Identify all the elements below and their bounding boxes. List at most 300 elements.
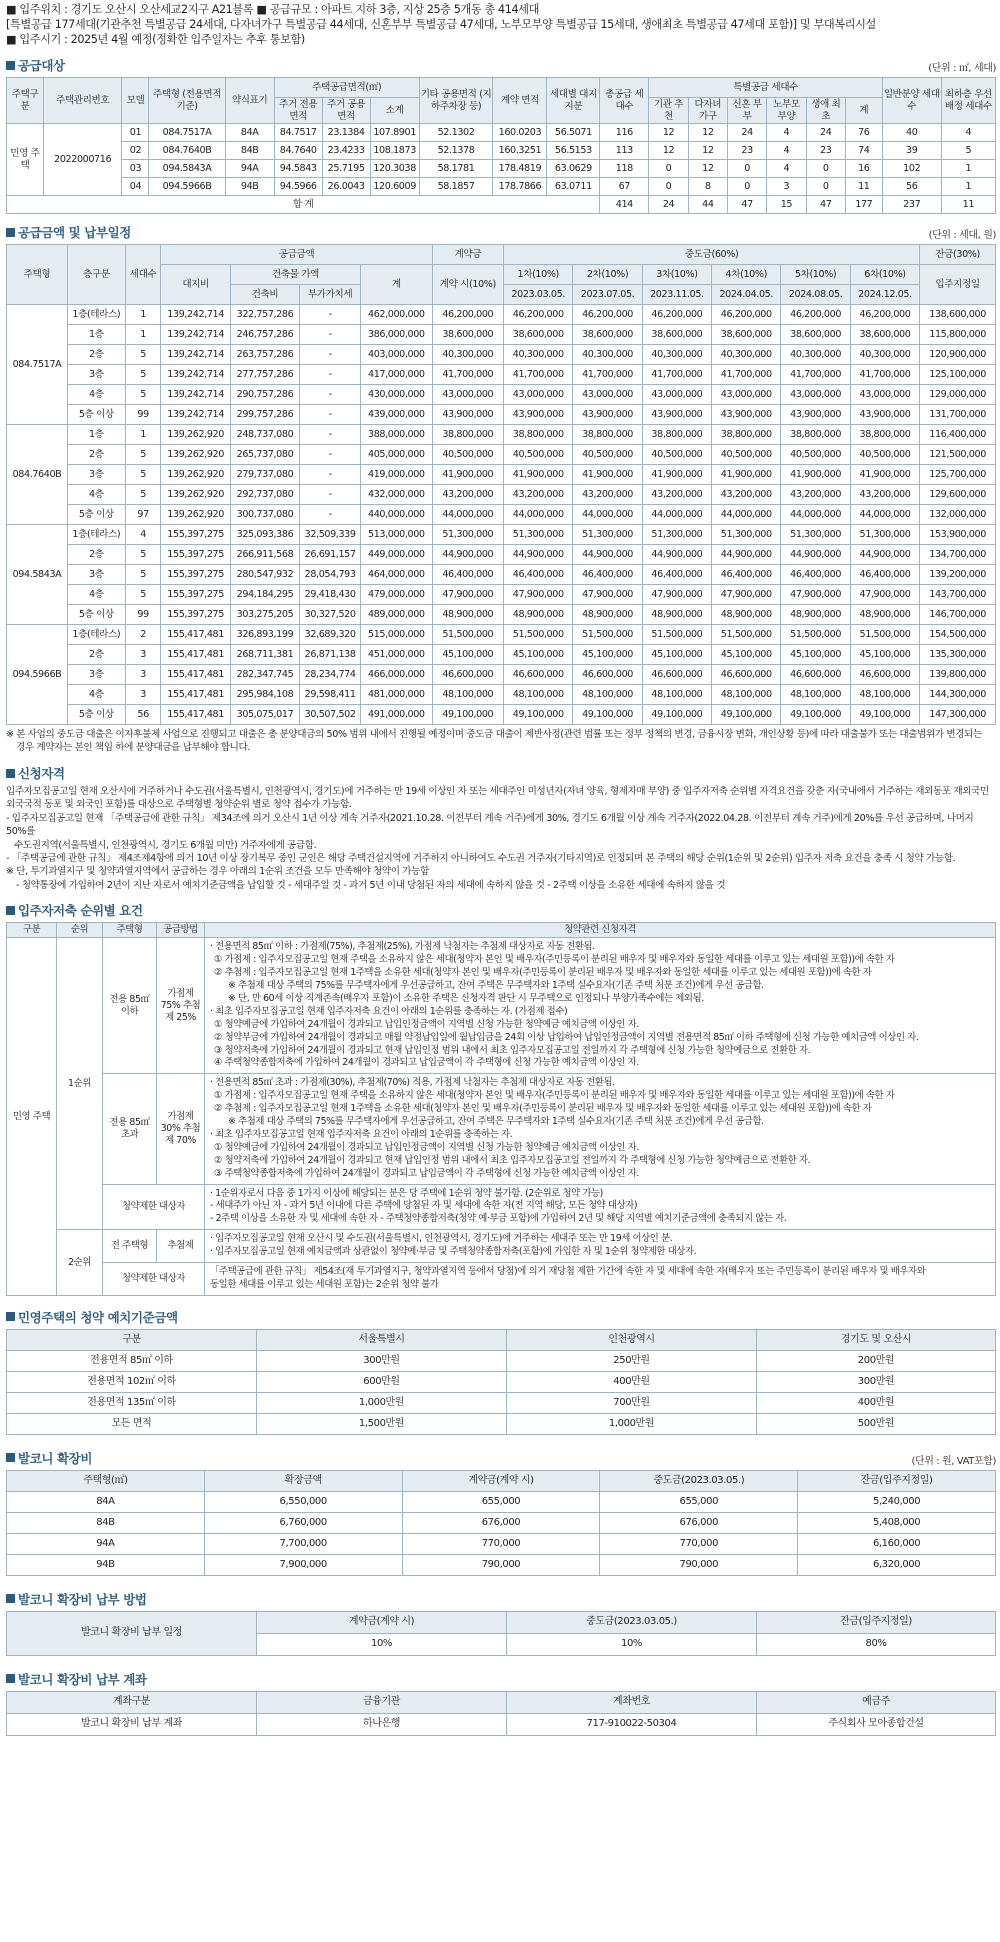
col-header: 특별공급 세대수 [649, 78, 882, 98]
table-cell: 44,000,000 [573, 505, 642, 525]
supply-table [6, 77, 996, 214]
table-cell: 265,737,080 [230, 445, 299, 465]
table-cell: 29,418,430 [300, 585, 361, 605]
table-cell: 43,000,000 [781, 385, 850, 405]
house-type: 084.7640B [7, 425, 68, 525]
supply-section-header [6, 56, 996, 74]
table-cell: - [300, 445, 361, 465]
table-cell: 38,600,000 [573, 325, 642, 345]
rank-criteria-2 [205, 1230, 996, 1263]
square-bullet-icon [6, 1674, 15, 1683]
table-cell: 134,700,000 [920, 545, 996, 565]
table-cell: 52.1378 [419, 142, 493, 160]
table-cell: 7,700,000 [204, 1533, 402, 1554]
table-cell: 84A [225, 124, 274, 142]
table-cell: 5 [125, 465, 161, 485]
col-header: 예금주 [757, 1691, 996, 1713]
table-cell: 97 [125, 505, 161, 525]
col-header: 5차(10%) [781, 265, 850, 285]
table-cell: 43,000,000 [850, 385, 919, 405]
rank-type: 전용 85㎡ 초과 [103, 1074, 157, 1184]
table-cell: 1,000만원 [257, 1392, 507, 1413]
table-cell: 655,000 [402, 1491, 600, 1512]
price-note [6, 728, 996, 754]
table-cell: 0 [727, 160, 766, 178]
table-cell: 46,600,000 [642, 665, 711, 685]
rank-section-header [6, 901, 996, 919]
table-cell: 58.1857 [419, 178, 493, 196]
table-cell: 46,200,000 [504, 305, 573, 325]
table-cell: 41,700,000 [504, 365, 573, 385]
col-header: 계약금 [432, 245, 503, 265]
table-cell: 41,900,000 [504, 465, 573, 485]
table-cell: 108.1873 [370, 142, 419, 160]
table-cell: 48,100,000 [781, 685, 850, 705]
table-cell: 12 [649, 142, 688, 160]
price-table [6, 244, 996, 725]
table-cell: 6,760,000 [204, 1512, 402, 1533]
rank-type: 전용 85㎡ 이하 [103, 938, 157, 1074]
table-cell: - [300, 425, 361, 445]
table-cell: 30,507,502 [300, 705, 361, 725]
table-cell: 0 [806, 160, 845, 178]
qual-line: 입주자모집공고일 현재 오산시에 거주하거나 수도권(서울특별시, 인천광역시, 경기도)에 거주하는 만 19세 이상인 자 또는 세대주인 미성년자(자녀 양육, 형제자매 부양) 중 입주자저축 순위별 자격요건을 갖춘 자(국내에서 거주하는 재외동포 재외국민 [6, 786, 989, 797]
table-cell: 3 [767, 178, 806, 196]
table-cell: 154,500,000 [920, 625, 996, 645]
table-cell: 246,757,286 [230, 325, 299, 345]
table-cell: 118 [600, 160, 649, 178]
table-cell: 48,900,000 [504, 605, 573, 625]
table-cell: 38,600,000 [642, 325, 711, 345]
table-cell: 266,911,568 [230, 545, 299, 565]
rank-method: 가점제 30% 추첨제 70% [157, 1074, 205, 1184]
balcony-table [6, 1470, 996, 1576]
table-cell: 120.3038 [370, 160, 419, 178]
table-row [7, 445, 996, 465]
table-cell: 405,000,000 [361, 445, 433, 465]
note-line: 경우 계약자는 본인 책임 하에 분양대금을 납부해야 합니다. [16, 742, 251, 753]
criteria-line: · 최초 입주자모집공고일 현재 입주자저축 요건이 아래의 1순위를 충족하는 자. [210, 1128, 513, 1140]
qual-section-header [6, 764, 996, 782]
table-cell: 466,000,000 [361, 665, 433, 685]
table-cell: 26,691,157 [300, 545, 361, 565]
table-cell: 3 [125, 685, 161, 705]
table-cell: 29,598,411 [300, 685, 361, 705]
table-cell: 113 [600, 142, 649, 160]
col-header: 2023.11.05. [642, 285, 711, 305]
table-cell: 43,200,000 [850, 485, 919, 505]
col-header: 6차(10%) [850, 265, 919, 285]
table-cell: 439,000,000 [361, 405, 433, 425]
table-cell: 326,893,199 [230, 625, 299, 645]
table-cell: 43,900,000 [504, 405, 573, 425]
table-cell: 295,984,108 [230, 685, 299, 705]
table-row [7, 585, 996, 605]
col-header: 계좌구분 [7, 1691, 257, 1713]
table-row [7, 485, 996, 505]
col-header: 주택형(㎡) [7, 1470, 205, 1491]
col-header: 2024.12.05. [850, 285, 919, 305]
table-cell: 3층 [67, 565, 125, 585]
table-cell: 46,400,000 [432, 565, 503, 585]
table-cell: 51,300,000 [432, 525, 503, 545]
table-cell: 48,900,000 [432, 605, 503, 625]
table-cell: 2층 [67, 645, 125, 665]
table-cell: 94A [225, 160, 274, 178]
table-cell: 1 [941, 160, 995, 178]
balcony-section-header [6, 1449, 996, 1467]
table-cell: 430,000,000 [361, 385, 433, 405]
table-row [7, 142, 996, 160]
table-cell: 46,600,000 [781, 665, 850, 685]
table-cell: 43,900,000 [432, 405, 503, 425]
price-unit: (단위 : 세대, 원) [928, 230, 996, 241]
col-header: 확장금액 [204, 1470, 402, 1491]
table-cell: 403,000,000 [361, 345, 433, 365]
table-row [7, 178, 996, 196]
table-cell: 40,300,000 [504, 345, 573, 365]
table-cell: 084.7640B [149, 142, 225, 160]
table-cell: 63.0629 [547, 160, 600, 178]
table-cell: 16 [845, 160, 882, 178]
header-line: ■ 입주위치 : 경기도 오산시 오산세교2지구 A21블록 ■ 공급규모 : 아파트 지하 3층, 지상 25층 5개동 총 414세대 [6, 3, 539, 16]
table-cell: 155,397,275 [161, 565, 230, 585]
table-cell: 200만원 [757, 1350, 996, 1371]
table-cell: 655,000 [600, 1491, 798, 1512]
table-cell: 43,200,000 [504, 485, 573, 505]
table-cell: 3 [125, 645, 161, 665]
table-cell: 94.5966 [274, 178, 322, 196]
table-cell: 5 [125, 385, 161, 405]
table-row [7, 1392, 996, 1413]
table-cell: 153,900,000 [920, 525, 996, 545]
table-cell: 790,000 [600, 1554, 798, 1575]
table-cell: 139,262,920 [161, 445, 230, 465]
deposit-title: 민영주택의 청약 예치기준금액 [6, 1308, 178, 1326]
table-cell: 46,600,000 [712, 665, 781, 685]
qual-line: 수도권지역(서울특별시, 인천광역시, 경기도 6개월 미만) 거주자에게 공급함. [14, 839, 317, 851]
table-cell: 084.7517A [149, 124, 225, 142]
table-cell: 268,711,381 [230, 645, 299, 665]
table-cell: 388,000,000 [361, 425, 433, 445]
table-cell: 94B [225, 178, 274, 196]
col-header: 층구분 [67, 245, 125, 305]
table-cell: 11 [845, 178, 882, 196]
criteria-line: · 최초 입주자모집공고일 현재 입주자저축 요건이 아래의 1순위를 충족하는 자. (가점제 접수) [210, 1005, 568, 1017]
table-cell: 600만원 [257, 1371, 507, 1392]
table-cell: 56 [125, 705, 161, 725]
table-cell: 47,900,000 [781, 585, 850, 605]
table-cell: 491,000,000 [361, 705, 433, 725]
row-header: 발코니 확장비 납부 일정 [7, 1611, 257, 1655]
col-header: 주택관리번호 [43, 78, 122, 124]
table-cell: 43,200,000 [432, 485, 503, 505]
table-cell: 41,900,000 [850, 465, 919, 485]
table-cell: 139,242,714 [161, 405, 230, 425]
square-bullet-icon [6, 228, 15, 237]
table-cell: 147,300,000 [920, 705, 996, 725]
col-header: 모델 [122, 78, 149, 124]
table-cell: 51,500,000 [573, 625, 642, 645]
table-cell: 43,200,000 [781, 485, 850, 505]
table-cell: 46,400,000 [642, 565, 711, 585]
table-cell: 84A [7, 1491, 205, 1512]
qual-line: - 청약통장에 가입하여 2년이 지난 자로서 예치기준금액을 납입할 것 - 세대주일 것 - 과거 5년 이내 당첨된 자의 세대에 속하지 않을 것 - 2주택 이상을 소유한 세대에 속하지 않을 것 [16, 879, 726, 891]
table-cell: 770,000 [600, 1533, 798, 1554]
table-cell: 46,600,000 [850, 665, 919, 685]
table-cell: 63.0711 [547, 178, 600, 196]
table-cell: 51,300,000 [850, 525, 919, 545]
col-header: 3차(10%) [642, 265, 711, 285]
criteria-line: ④ 주택청약종합저축에 가입하여 24개월이 경과되고 납입금액이 각 주택형에 신청 가능한 예치금액 이상인 자. [214, 1057, 639, 1069]
table-cell: 43,900,000 [642, 405, 711, 425]
table-cell: 44,000,000 [781, 505, 850, 525]
table-cell: 44,900,000 [642, 545, 711, 565]
table-cell: 24 [727, 124, 766, 142]
table-cell: - [300, 505, 361, 525]
table-cell: 01 [122, 124, 149, 142]
table-cell: 290,757,286 [230, 385, 299, 405]
table-cell: 139,242,714 [161, 385, 230, 405]
criteria-line: ① 청약예금에 가입하여 24개월이 경과되고 납입인정금액이 지역별 신청 가능한 청약예금 예치금액 이상인 자. [214, 1141, 639, 1153]
table-cell: 46,200,000 [781, 305, 850, 325]
table-cell: 56.5153 [547, 142, 600, 160]
table-cell: 44,900,000 [781, 545, 850, 565]
table-cell: 7,900,000 [204, 1554, 402, 1575]
table-cell: 325,093,386 [230, 525, 299, 545]
col-header: 2차(10%) [573, 265, 642, 285]
col-header: 생애 최초 [806, 98, 845, 124]
col-header: 기관 추천 [649, 98, 688, 124]
table-cell: 178.4819 [493, 160, 547, 178]
table-cell: 40,300,000 [712, 345, 781, 365]
deposit-body [7, 1350, 996, 1434]
price-body [7, 305, 996, 725]
table-cell: 41,700,000 [850, 365, 919, 385]
col-header: 건축물 가액 [230, 265, 360, 285]
col-header: 총공급 세대수 [600, 78, 649, 124]
col-header: 계 [845, 98, 882, 124]
col-header: 서울특별시 [257, 1329, 507, 1350]
table-cell: 5 [125, 365, 161, 385]
table-cell: 47,900,000 [850, 585, 919, 605]
col-header: 소계 [370, 98, 419, 124]
col-header: 주거 전용면적 [274, 98, 322, 124]
rank-criteria-85-under [205, 938, 996, 1074]
table-cell: 1층(테라스) [67, 625, 125, 645]
table-cell: 49,100,000 [573, 705, 642, 725]
table-cell: 44,900,000 [712, 545, 781, 565]
table-cell: 38,800,000 [504, 425, 573, 445]
col-header: 2023.03.05. [504, 285, 573, 305]
square-bullet-icon [6, 1453, 15, 1462]
table-cell: 1 [941, 178, 995, 196]
table-cell: 43,200,000 [712, 485, 781, 505]
table-cell: 23.4233 [322, 142, 370, 160]
table-cell: 48,100,000 [504, 685, 573, 705]
table-cell: 38,800,000 [432, 425, 503, 445]
table-cell: 4층 [67, 385, 125, 405]
table-cell: 440,000,000 [361, 505, 433, 525]
table-cell: 5층 이상 [67, 505, 125, 525]
table-cell: 400만원 [757, 1392, 996, 1413]
table-cell: 48,100,000 [850, 685, 919, 705]
table-cell: 48,900,000 [781, 605, 850, 625]
table-cell: 139,262,920 [161, 465, 230, 485]
table-row [7, 1512, 996, 1533]
qual-line: - 「주택공급에 관한 규칙」 제4조제4항에 의거 10년 이상 장기복무 중인 군인은 해당 주택건설지역에 거주하지 아니하여도 수도권 거주자(기타지역)로 인정되며 본 주택의 해당 순위(1순위 및 2순위) 입주자 저축 요건을 충족 시 청약 가능함. [6, 853, 956, 865]
table-cell: 102 [882, 160, 941, 178]
table-cell: 49,100,000 [850, 705, 919, 725]
table-cell: 46,600,000 [504, 665, 573, 685]
table-row [7, 305, 996, 325]
house-gubun: 민영 주택 [7, 124, 44, 196]
table-cell: 99 [125, 405, 161, 425]
table-cell: 40,300,000 [642, 345, 711, 365]
table-cell: 43,200,000 [642, 485, 711, 505]
table-cell: 40 [882, 124, 941, 142]
col-header: 세대수 [125, 245, 161, 305]
table-cell: 139,242,714 [161, 305, 230, 325]
table-cell: 40,300,000 [850, 345, 919, 365]
table-cell: 139,262,920 [161, 485, 230, 505]
table-cell: 51,500,000 [642, 625, 711, 645]
rank-gubun: 민영 주택 [7, 938, 57, 1296]
table-cell: 2 [125, 625, 161, 645]
balcony-body [7, 1491, 996, 1575]
square-bullet-icon [6, 1312, 15, 1321]
table-cell: 8 [688, 178, 727, 196]
deposit-table [6, 1329, 996, 1435]
table-row [7, 1533, 996, 1554]
table-cell: 44,900,000 [504, 545, 573, 565]
total-cell: 47 [727, 196, 766, 214]
table-cell: 155,397,275 [161, 585, 230, 605]
table-cell: 40,500,000 [850, 445, 919, 465]
table-cell: 43,200,000 [573, 485, 642, 505]
table-cell: 40,500,000 [642, 445, 711, 465]
table-cell: 48,900,000 [642, 605, 711, 625]
table-cell: 4층 [67, 585, 125, 605]
col-header: 2024.04.05. [712, 285, 781, 305]
table-cell: 322,757,286 [230, 305, 299, 325]
table-cell: 2층 [67, 345, 125, 365]
rank-method: 추첨제 [157, 1230, 205, 1263]
table-row [7, 124, 996, 142]
table-cell: 41,700,000 [432, 365, 503, 385]
table-cell: 43,900,000 [712, 405, 781, 425]
table-cell: 46,200,000 [712, 305, 781, 325]
total-cell: 11 [941, 196, 995, 214]
col-header: 기타 공용면적 (지하주차장 등) [419, 78, 493, 124]
table-cell: 1층 [67, 325, 125, 345]
criteria-line: · 입주자모집공고일 현재 오산시 및 수도권(서울특별시, 인천광역시, 경기도)에 거주하는 세대주 또는 만 19세 이상인 분. [210, 1233, 673, 1245]
table-cell: 04 [122, 178, 149, 196]
table-cell: 143,700,000 [920, 585, 996, 605]
table-cell: 45,100,000 [850, 645, 919, 665]
criteria-line: - 세대주가 아닌 자 - 과거 5년 이내에 다른 주택에 당첨된 자 및 세대에 속한 자(전 지역 해당, 모든 청약 대상자) [210, 1200, 638, 1212]
table-cell: 40,300,000 [573, 345, 642, 365]
table-cell: 279,737,080 [230, 465, 299, 485]
table-cell: 299,757,286 [230, 405, 299, 425]
table-cell: 1 [125, 325, 161, 345]
table-cell: 417,000,000 [361, 365, 433, 385]
table-cell: 24 [806, 124, 845, 142]
criteria-line: ③ 주택청약종합저축에 가입하여 24개월이 경과되고 납입금액이 각 주택형에 신청 가능한 예치금액 이상인 자. [214, 1167, 639, 1179]
table-cell: - [300, 385, 361, 405]
total-cell: 237 [882, 196, 941, 214]
rank-criteria-restrict [205, 1184, 996, 1230]
table-cell: 23.1384 [322, 124, 370, 142]
table-cell: 094.5966B [149, 178, 225, 196]
table-cell: 48,900,000 [850, 605, 919, 625]
col-header: 다자녀 가구 [688, 98, 727, 124]
table-cell: 419,000,000 [361, 465, 433, 485]
table-cell: 4층 [67, 685, 125, 705]
col-header: 1차(10%) [504, 265, 573, 285]
table-row [7, 345, 996, 365]
table-cell: 47,900,000 [432, 585, 503, 605]
table-row [7, 625, 996, 645]
header-info [6, 2, 996, 47]
table-cell: 138,600,000 [920, 305, 996, 325]
table-cell: 41,700,000 [642, 365, 711, 385]
table-cell: 84B [7, 1512, 205, 1533]
supply-body [7, 124, 996, 214]
qual-text [6, 785, 996, 892]
col-header: 2024.08.05. [781, 285, 850, 305]
col-header: 신혼 부부 [727, 98, 766, 124]
price-title: 공급금액 및 납부일정 [6, 223, 131, 241]
rank-restrict: 청약제한 대상자 [103, 1184, 205, 1230]
criteria-line: · 1순위자로서 다음 중 1가지 이상에 해당되는 분은 당 주택에 1순위 청약 불가함. (2순위로 청약 가능) [210, 1187, 603, 1199]
table-cell: 44,900,000 [850, 545, 919, 565]
table-cell: 38,600,000 [504, 325, 573, 345]
table-row [7, 160, 996, 178]
table-cell: 139,262,920 [161, 425, 230, 445]
table-cell: 125,100,000 [920, 365, 996, 385]
table-cell: 84.7517 [274, 124, 322, 142]
table-cell: 26.0043 [322, 178, 370, 196]
table-cell: 48,100,000 [573, 685, 642, 705]
table-cell: 45,100,000 [712, 645, 781, 665]
table-cell: 131,700,000 [920, 405, 996, 425]
table-cell: 43,900,000 [573, 405, 642, 425]
supply-title: 공급대상 [6, 56, 65, 74]
table-cell: 5 [125, 585, 161, 605]
table-cell: 51,500,000 [432, 625, 503, 645]
table-cell: 5 [941, 142, 995, 160]
table-cell: 52.1302 [419, 124, 493, 142]
col-header: 중도금(2023.03.05.) [507, 1611, 757, 1633]
table-cell: 51,300,000 [712, 525, 781, 545]
table-cell: 1,500만원 [257, 1413, 507, 1434]
total-cell: 44 [688, 196, 727, 214]
table-cell: 676,000 [402, 1512, 600, 1533]
table-cell: 43,000,000 [712, 385, 781, 405]
table-cell: 46,400,000 [712, 565, 781, 585]
col-header: 계좌번호 [507, 1691, 757, 1713]
table-cell: 5 [125, 345, 161, 365]
table-cell: 116,400,000 [920, 425, 996, 445]
criteria-line: 동일한 세대를 이루고 있는 세대원 포함)는 2순위 청약 불가 [210, 1279, 439, 1290]
price-section-header [6, 223, 996, 241]
table-row [7, 545, 996, 565]
table-cell: 129,600,000 [920, 485, 996, 505]
table-cell: 125,700,000 [920, 465, 996, 485]
table-cell: 155,417,481 [161, 665, 230, 685]
table-cell: 1층(테라스) [67, 305, 125, 325]
